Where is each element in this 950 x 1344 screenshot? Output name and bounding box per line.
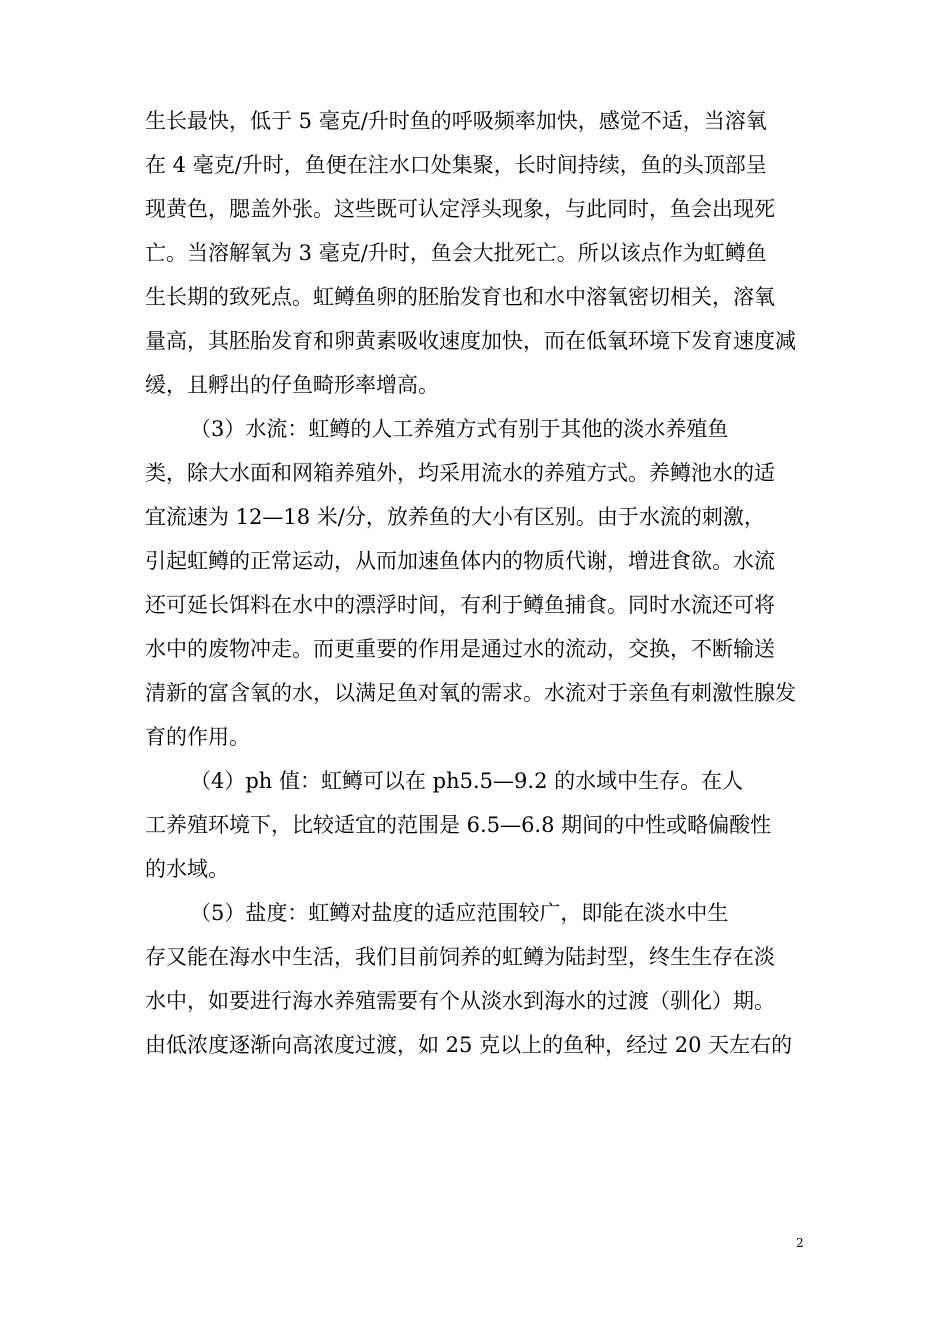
text-line: 缓，且孵出的仔鱼畸形率增高。 — [145, 373, 439, 397]
text-line: 生长期的致死点。虹鳟鱼卵的胚胎发育也和水中溶氧密切相关，溶氧 — [145, 285, 775, 309]
page-number: 2 — [796, 1236, 804, 1250]
text-line: 水中，如要进行海水养殖需要有个从淡水到海水的过渡（驯化）期。 — [145, 989, 775, 1013]
paragraph-start-line: （4）ph 值：虹鳟可以在 ph5.5—9.2 的水域中生存。在人 — [190, 769, 744, 793]
text-line: 引起虹鳟的正常运动，从而加速鱼体内的物质代谢，增进食欲。水流 — [145, 549, 775, 573]
text-line: 的水域。 — [145, 857, 229, 881]
text-line: 生长最快，低于 5 毫克/升时鱼的呼吸频率加快，感觉不适，当溶氧 — [145, 109, 767, 133]
text-line: 由低浓度逐渐向高浓度过渡，如 25 克以上的鱼种，经过 20 天左右的 — [145, 1033, 793, 1057]
text-line: 育的作用。 — [145, 725, 250, 749]
paragraph-start-line: （5）盐度：虹鳟对盐度的适应范围较广，即能在淡水中生 — [190, 901, 729, 925]
text-line: 水中的废物冲走。而更重要的作用是通过水的流动，交换，不断输送 — [145, 637, 775, 661]
text-line: 量高，其胚胎发育和卵黄素吸收速度加快，而在低氧环境下发育速度减 — [145, 329, 796, 353]
text-line: 还可延长饵料在水中的漂浮时间，有利于鳟鱼捕食。同时水流还可将 — [145, 593, 775, 617]
text-line: 清新的富含氧的水，以满足鱼对氧的需求。水流对于亲鱼有刺激性腺发 — [145, 681, 796, 705]
text-line: 在 4 毫克/升时，鱼便在注水口处集聚，长时间持续，鱼的头顶部呈 — [145, 153, 767, 177]
text-line: 现黄色，腮盖外张。这些既可认定浮头现象，与此同时，鱼会出现死 — [145, 197, 775, 221]
text-line: 工养殖环境下，比较适宜的范围是 6.5—6.8 期间的中性或略偏酸性 — [145, 813, 772, 837]
text-line: 存又能在海水中生活，我们目前饲养的虹鳟为陆封型，终生生存在淡 — [145, 945, 775, 969]
text-line: 亡。当溶解氧为 3 毫克/升时，鱼会大批死亡。所以该点作为虹鳟鱼 — [145, 241, 767, 265]
paragraph-start-line: （3）水流：虹鳟的人工养殖方式有别于其他的淡水养殖鱼 — [190, 417, 729, 441]
text-line: 宜流速为 12—18 米/分，放养鱼的大小有区别。由于水流的刺激， — [145, 505, 765, 529]
text-line: 类，除大水面和网箱养殖外，均采用流水的养殖方式。养鳟池水的适 — [145, 461, 775, 485]
